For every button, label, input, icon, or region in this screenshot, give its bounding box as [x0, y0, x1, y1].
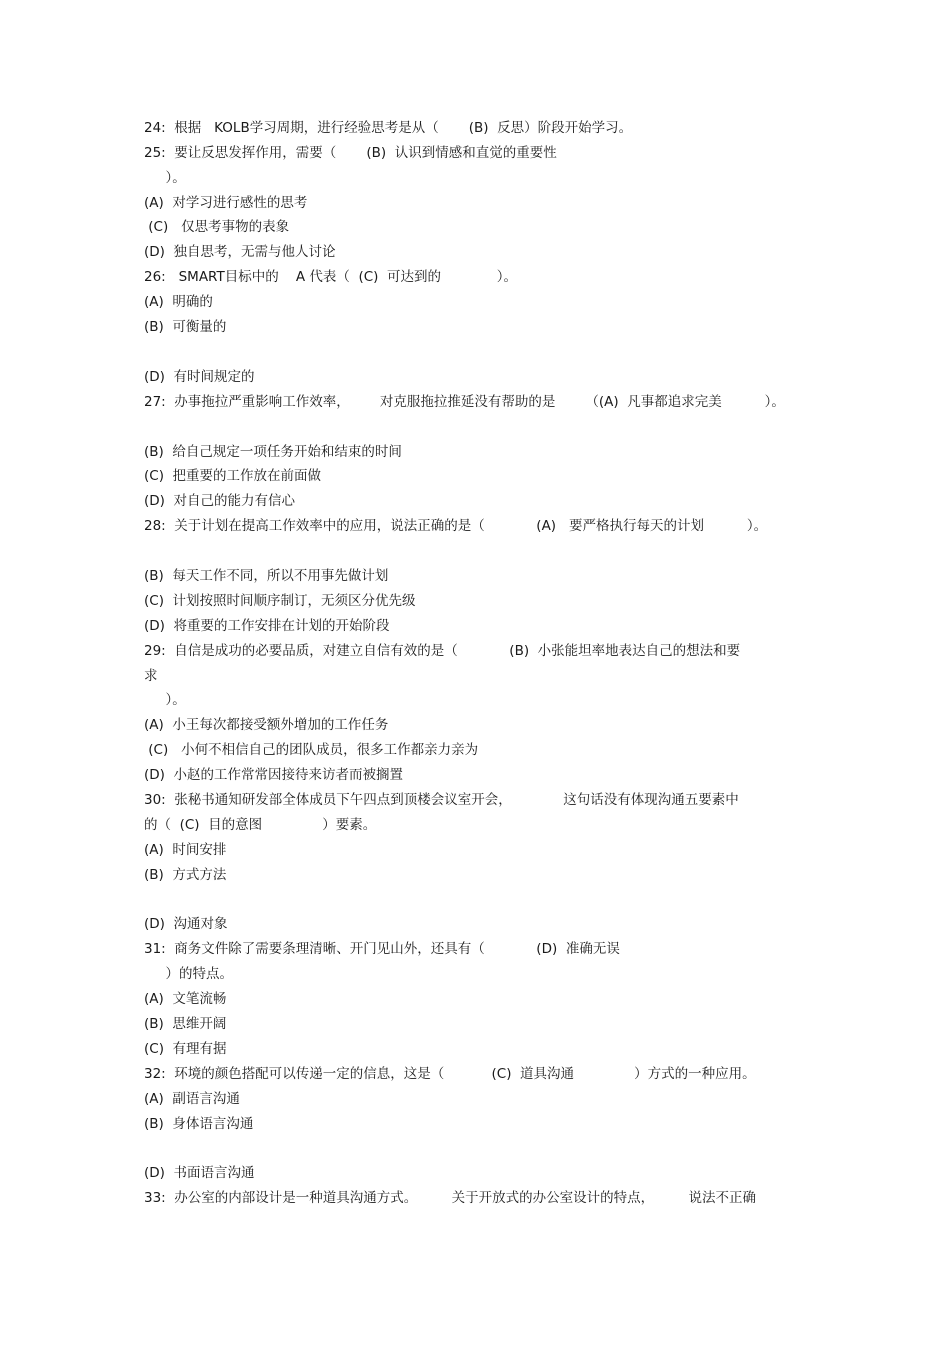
text-line: 32: 环境的颜色搭配可以传递一定的信息，这是（ (C) 道具沟通 ）方式的一种应用。	[144, 1066, 756, 1082]
text-line: ）的特点。	[144, 966, 233, 982]
text-line: (C) 有理有据	[144, 1041, 227, 1057]
text-line: (C) 计划按照时间顺序制订，无须区分优先级	[144, 593, 416, 609]
text-line: (D) 对自己的能力有信心	[144, 493, 296, 509]
text-line: (C) 仅思考事物的表象	[144, 219, 290, 235]
text-line: (C) 小何不相信自己的团队成员，很多工作都亲力亲为	[144, 742, 479, 758]
text-line: (A) 文笔流畅	[144, 991, 227, 1007]
text-line: (B) 可衡量的	[144, 319, 227, 335]
text-line: 29: 自信是成功的必要品质，对建立自信有效的是（ (B) 小张能坦率地表达自己的想法和要	[144, 643, 741, 659]
text-line: (A) 副语言沟通	[144, 1091, 240, 1107]
text-line: (B) 方式方法	[144, 867, 227, 883]
text-line: ）。	[144, 692, 186, 708]
text-line: (A) 对学习进行感性的思考	[144, 195, 308, 211]
text-line: (B) 每天工作不同，所以不用事先做计划	[144, 568, 389, 584]
text-line: 30: 张秘书通知研发部全体成员下午四点到顶楼会议室开会， 这句话没有体现沟通五要素中	[144, 792, 739, 808]
text-line: (A) 小王每次都接受额外增加的工作任务	[144, 717, 389, 733]
text-line: (A) 时间安排	[144, 842, 227, 858]
text-line: (D) 将重要的工作安排在计划的开始阶段	[144, 618, 390, 634]
text-line: (C) 把重要的工作放在前面做	[144, 468, 322, 484]
text-line: (D) 书面语言沟通	[144, 1165, 255, 1181]
text-line: 24: 根据 KOLB学习周期，进行经验思考是从（ (B) 反思）阶段开始学习。	[144, 120, 633, 136]
text-line: (B) 身体语言沟通	[144, 1116, 254, 1132]
text-line: 33: 办公室的内部设计是一种道具沟通方式。 关于开放式的办公室设计的特点， 说法不正确	[144, 1190, 756, 1206]
text-line: (D) 小赵的工作常常因接待来访者而被搁置	[144, 767, 404, 783]
text-line: ）。	[144, 170, 186, 186]
text-line: (D) 沟通对象	[144, 916, 228, 932]
text-line: (D) 独自思考，无需与他人讨论	[144, 244, 336, 260]
text-line: (B) 思维开阔	[144, 1016, 227, 1032]
text-line: 27: 办事拖拉严重影响工作效率， 对克服拖拉推延没有帮助的是 （(A) 凡事都追求完美 ）。	[144, 394, 785, 410]
text-line: 26: SMART目标中的 A 代表（ (C) 可达到的 ）。	[144, 269, 518, 285]
text-line: (D) 有时间规定的	[144, 369, 255, 385]
text-line: (B) 给自己规定一项任务开始和结束的时间	[144, 444, 402, 460]
text-line: 28: 关于计划在提高工作效率中的应用，说法正确的是（ (A) 要严格执行每天的计划 ）。	[144, 518, 768, 534]
text-line: 求	[144, 668, 158, 684]
text-line: (A) 明确的	[144, 294, 213, 310]
text-line: 的（ (C) 目的意图 ）要素。	[144, 817, 377, 833]
text-line: 31: 商务文件除了需要条理清晰、开门见山外，还具有（ (D) 准确无误	[144, 941, 620, 957]
text-line: 25: 要让反思发挥作用，需要（ (B) 认识到情感和直觉的重要性	[144, 145, 557, 161]
